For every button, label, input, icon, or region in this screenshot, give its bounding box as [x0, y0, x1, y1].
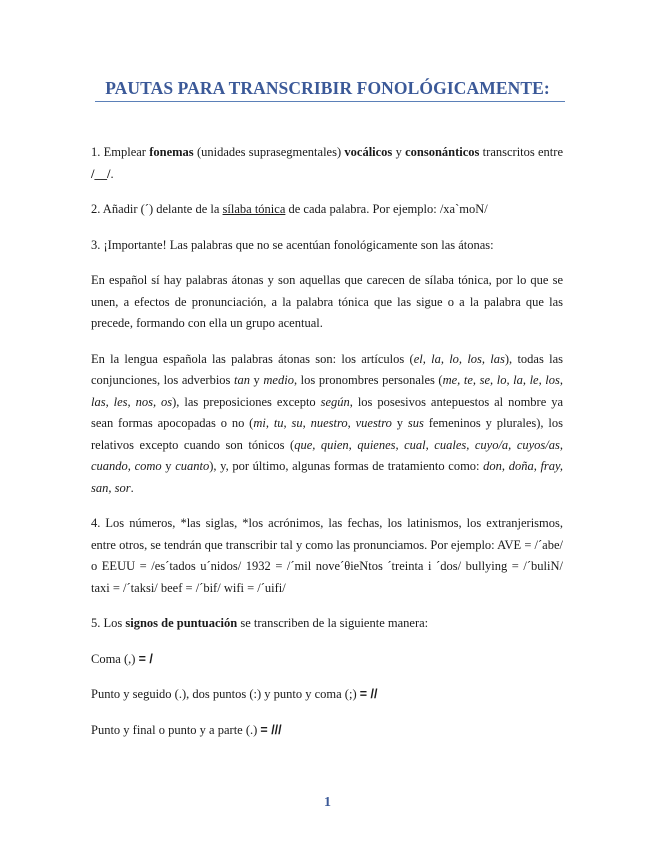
p2-text: de cada palabra. Por ejemplo: /xa`moN/ — [285, 202, 488, 216]
p1-bold-fonemas: fonemas — [149, 145, 194, 159]
p5-italic: don, doña, fray, san, sor — [91, 459, 564, 495]
p1-text: (unidades suprasegmentales) — [193, 145, 345, 159]
p7-text: se transcriben de la siguiente manera: — [237, 616, 429, 630]
p5-italic: me, te, se, lo, la, le, los, las, les, nos, os — [91, 373, 563, 409]
p5-text: y — [161, 459, 176, 473]
page-number: 1 — [324, 795, 331, 810]
paragraph-3: 3. ¡Importante! Las palabras que no se acentúan fonológicamente son las átonas: — [91, 237, 494, 252]
punctuation-final-period — [91, 720, 563, 742]
p1-bold-consonanticos: consonánticos — [405, 145, 480, 159]
final-period-symbol: = /// — [260, 722, 282, 737]
p1-slashes: /__/ — [91, 166, 111, 181]
p1-bold-vocalicos: vocálicos — [344, 145, 393, 159]
period-label: Punto y seguido (.), dos puntos (:) y punto y coma (;) — [91, 687, 360, 701]
p5-text: ), y, por último, algunas formas de tratamiento como: — [209, 459, 484, 473]
p7-text: 5. Los — [91, 616, 126, 630]
comma-symbol: = / — [138, 651, 153, 666]
p7-bold-signos: signos de puntuación — [125, 616, 238, 630]
p2-text: 2. Añadir (´) delante de la — [91, 202, 223, 216]
punctuation-comma — [91, 649, 563, 671]
paragraph-4: En español sí hay palabras átonas y son aquellas que carecen de sílaba tónica, por lo que se unen, a efectos de pronunciación, a la palabra tónica que las sigue o a la palabra que las precede, formando con ella un grupo acentual. — [91, 273, 563, 330]
title-underline — [95, 101, 565, 102]
p5-italic: que, quien, quienes, cual, cuales, cuyo/a, cuyos/as, cuando, como — [91, 437, 563, 473]
p5-text: ), las preposiciones excepto — [172, 394, 321, 409]
p5-italic: según — [320, 394, 350, 409]
final-period-label: Punto y final o punto y a parte (.) — [91, 722, 261, 737]
p5-italic: el, la, lo, los, las — [413, 351, 505, 366]
p5-italic: cuanto — [175, 459, 210, 473]
p5-italic: sus — [407, 416, 424, 430]
p5-text: ), todas las conjunciones, los adverbios — [91, 351, 563, 387]
p5-italic: medio — [263, 373, 294, 387]
comma-label: Coma (,) — [91, 651, 139, 666]
p5-italic: tan — [234, 373, 250, 387]
p1-text: 1. Emplear — [91, 145, 150, 159]
paragraph-7 — [91, 613, 563, 635]
punctuation-period-colon-semicolon — [91, 684, 563, 706]
p2-underlined-silaba-tonica: sílaba tónica — [222, 202, 286, 216]
document-body — [91, 142, 563, 755]
p5-italic: mi, tu, su, nuestro, vuestro — [253, 416, 392, 430]
paragraph-6: 4. Los números, *las siglas, *los acrónimos, las fechas, los latinismos, los extranjerismos, entre otros, se tendrán que transcribir tal y como las pronunciamos. Por ejemplo: AVE = /´abe/ o EEUU = /es´tados u´nidos/ 1932 = /´mil nove´θieNtos ´treinta i ´dos/ bullying = /´buliN/ taxi = /´taksi/ beef = /´bif/ wifi = /´uifi/ — [91, 516, 563, 595]
p1-text: . — [110, 166, 114, 181]
p5-text: . — [130, 480, 134, 495]
p5-text: femeninos y plurales), los relativos excepto cuando son tónicos ( — [91, 416, 563, 452]
p5-text: , los posesivos antepuestos al nombre ya sean formas apocopadas o no ( — [91, 394, 563, 430]
paragraph-5 — [91, 349, 563, 500]
p5-text: , los pronombres personales ( — [293, 373, 443, 387]
paragraph-1 — [91, 142, 563, 185]
document-title: PAUTAS PARA TRANSCRIBIR FONOLÓGICAMENTE: — [105, 78, 550, 98]
p1-text: transcritos entre — [479, 145, 563, 159]
p5-text: En la lengua española las palabras átonas son: los artículos ( — [91, 351, 414, 366]
period-symbol: = // — [359, 687, 378, 701]
p5-text: y — [391, 416, 408, 430]
p1-text: y — [392, 145, 406, 159]
p5-text: y — [249, 373, 264, 387]
paragraph-2 — [91, 199, 563, 221]
